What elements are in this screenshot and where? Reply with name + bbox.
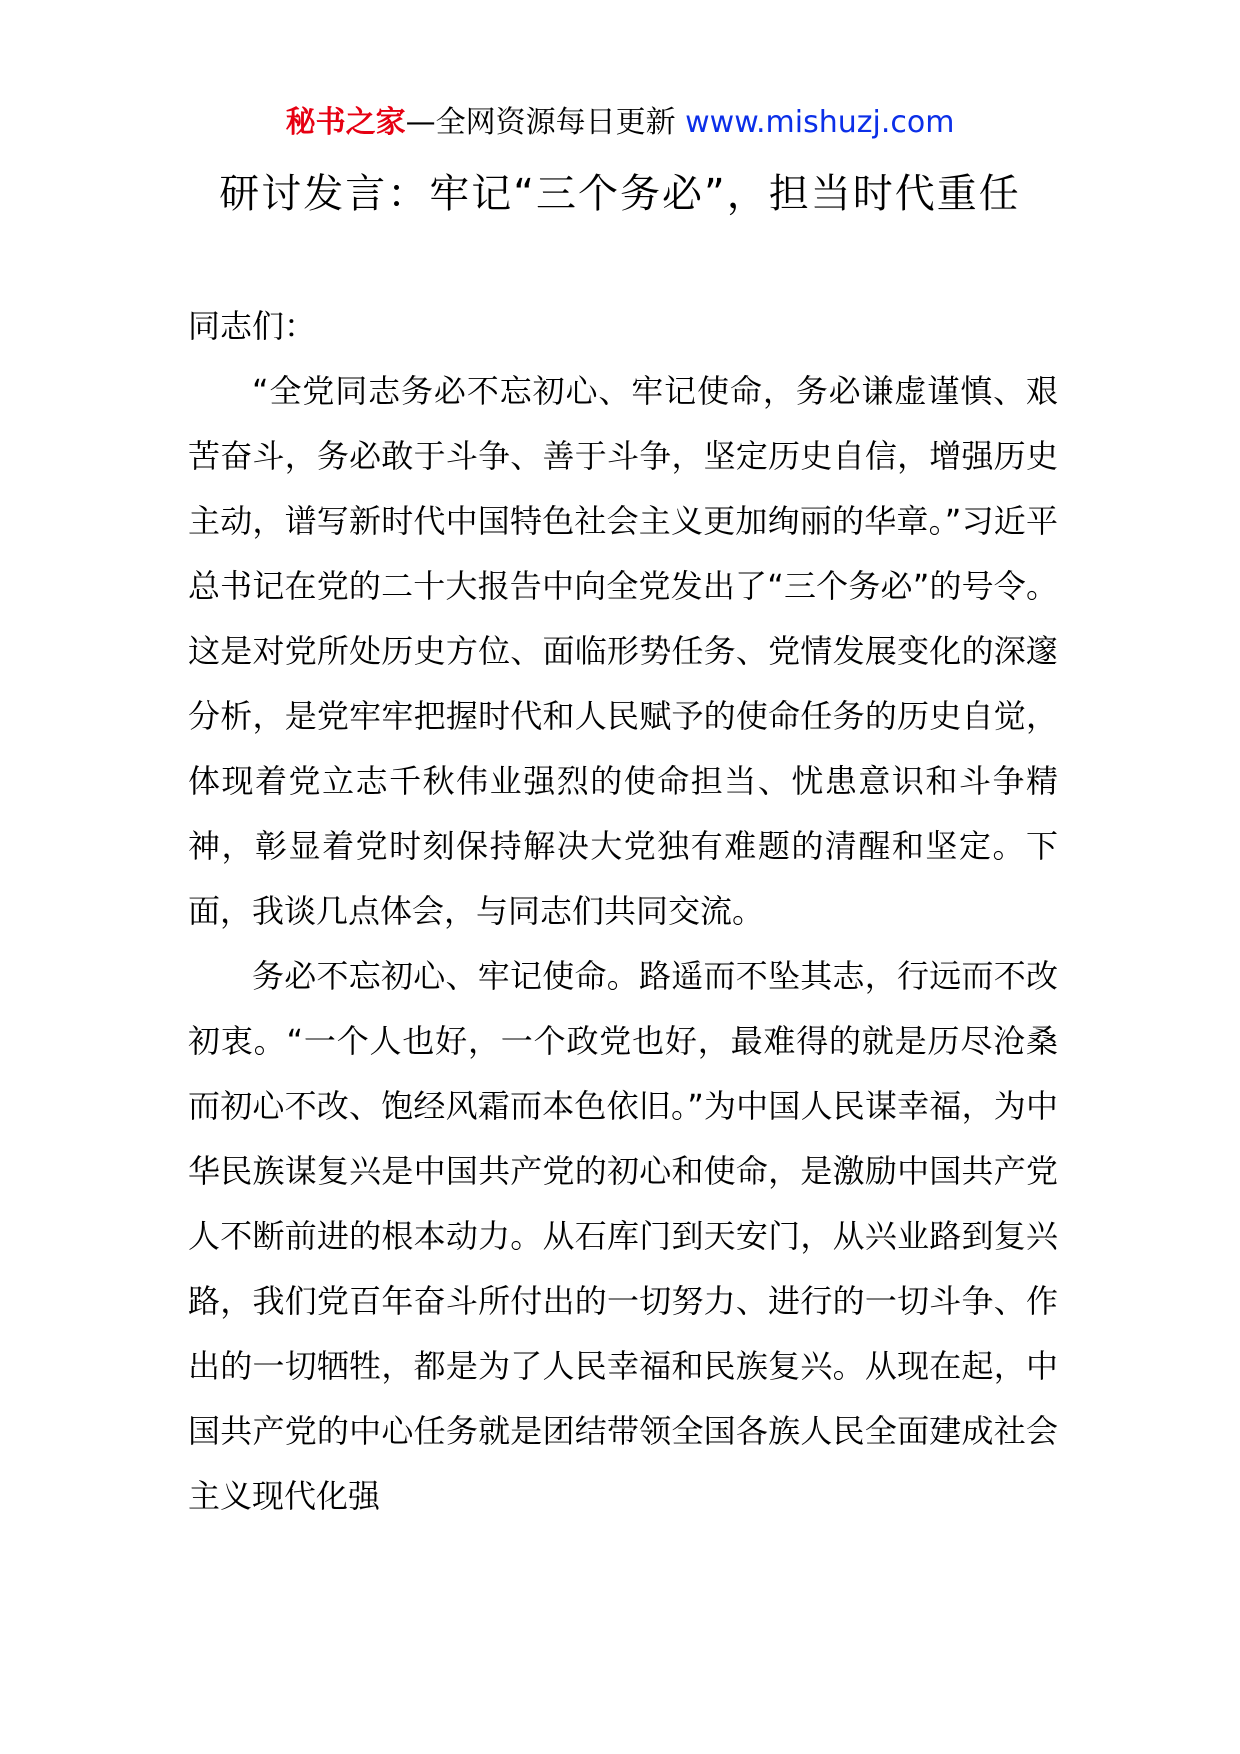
document-body [188, 294, 1058, 1529]
site-tagline: —全网资源每日更新 [405, 105, 686, 140]
site-url-link[interactable]: www.mishuzj.com [685, 105, 955, 140]
site-brand: 秘书之家 [285, 105, 406, 140]
paragraph-1: “全党同志务必不忘初心、牢记使命，务必谦虚谨慎、艰苦奋斗，务必敢于斗争、善于斗争，坚定历史自信，增强历史主动，谱写新时代中国特色社会主义更加绚丽的华章。”习近平总书记在党的二十大报告中向全党发出了“三个务必”的号令。这是对党所处历史方位、面临形势任务、党情发展变化的深邃分析，是党牢牢把握时代和人民赋予的使命任务的历史自觉，体现着党立志千秋伟业强烈的使命担当、忧患意识和斗争精神，彰显着党时刻保持解决大党独有难题的清醒和坚定。下面，我谈几点体会，与同志们共同交流。 [188, 372, 1058, 930]
document-title: 研讨发言：牢记“三个务必”，担当时代重任 [219, 171, 1021, 217]
site-header [0, 100, 1240, 146]
greeting: 同志们： [188, 307, 317, 345]
paragraph-2: 务必不忘初心、牢记使命。路遥而不坠其志，行远而不改初衷。“一个人也好，一个政党也好，最难得的就是历尽沧桑而初心不改、饱经风霜而本色依旧。”为中国人民谋幸福，为中华民族谋复兴是中国共产党的初心和使命，是激励中国共产党人不断前进的根本动力。从石库门到天安门，从兴业路到复兴路，我们党百年奋斗所付出的一切努力、进行的一切斗争、作出的一切牺牲，都是为了人民幸福和民族复兴。从现在起，中国共产党的中心任务就是团结带领全国各族人民全面建成社会主义现代化强 [188, 957, 1058, 1515]
